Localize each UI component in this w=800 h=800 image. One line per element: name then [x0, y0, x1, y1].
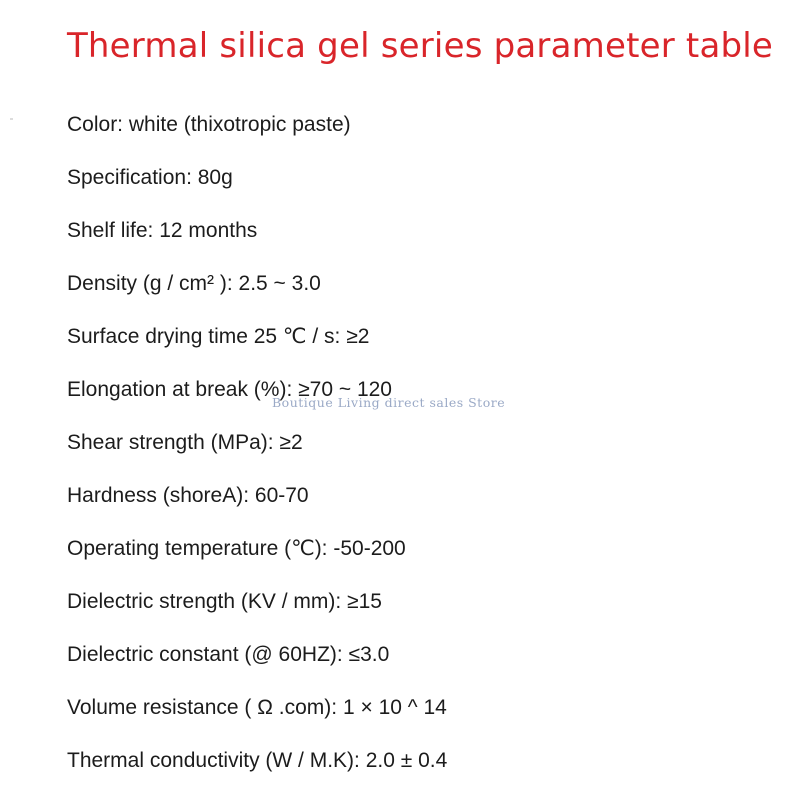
parameter-shear-strength: Shear strength (MPa): ≥2 — [67, 431, 303, 454]
page-title: Thermal silica gel series parameter table — [66, 26, 774, 66]
parameter-dielectric-constant: Dielectric constant (@ 60HZ): ≤3.0 — [67, 643, 390, 666]
edge-mark — [10, 118, 13, 120]
parameter-volume-resistance: Volume resistance ( Ω .com): 1 × 10 ^ 14 — [67, 696, 447, 719]
parameter-elongation-at-break: Elongation at break (%): ≥70 ~ 120 — [67, 378, 392, 401]
parameter-hardness: Hardness (shoreA): 60-70 — [67, 484, 309, 507]
parameter-thermal-conductivity: Thermal conductivity (W / M.K): 2.0 ± 0.4 — [67, 749, 448, 772]
parameter-density: Density (g / cm² ): 2.5 ~ 3.0 — [67, 272, 321, 295]
parameter-list — [67, 108, 787, 797]
store-watermark: Boutique Living direct sales Store — [272, 395, 506, 410]
parameter-color: Color: white (thixotropic paste) — [67, 113, 351, 136]
parameter-shelf-life: Shelf life: 12 months — [67, 219, 258, 242]
parameter-surface-drying-time: Surface drying time 25 ℃ / s: ≥2 — [67, 325, 370, 348]
parameter-specification: Specification: 80g — [67, 166, 233, 189]
parameter-operating-temperature: Operating temperature (℃): -50-200 — [67, 537, 406, 560]
parameter-dielectric-strength: Dielectric strength (KV / mm): ≥15 — [67, 590, 382, 613]
